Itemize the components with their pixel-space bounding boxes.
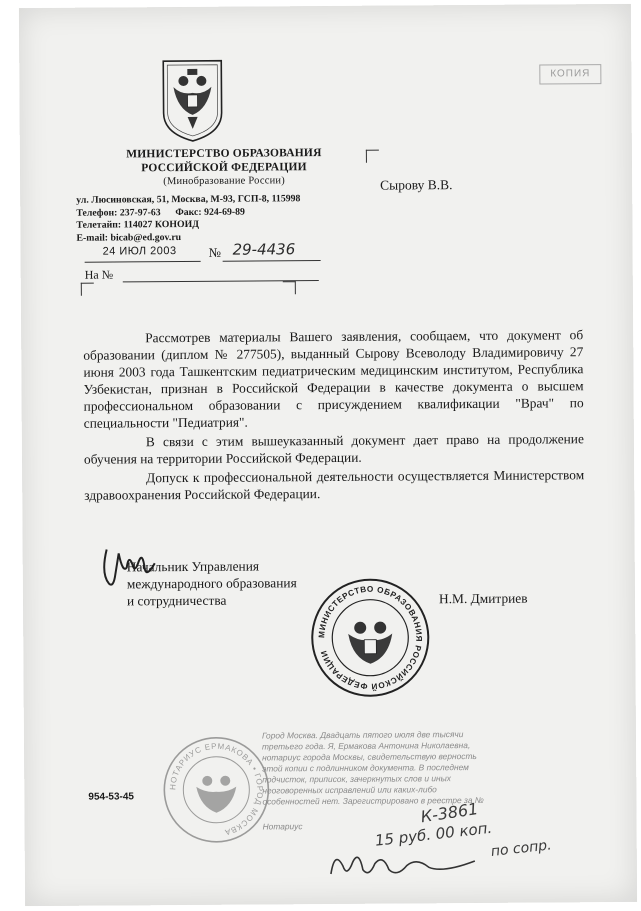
notary-seal-icon: [161, 734, 272, 845]
notary-label: Нотариус: [262, 821, 303, 832]
teletype: Телетайп: 114027 КОНОИД: [76, 219, 200, 231]
notary-signature: [325, 843, 485, 884]
notary-fee: 15 руб. 00 коп.: [374, 818, 494, 850]
ministry-header: [84, 146, 364, 190]
ministry-short-name: (Минобразование России): [163, 175, 285, 188]
coat-of-arms-icon: [159, 57, 226, 143]
notary-certification-text: Город Москва. Двадцать пятого июля две тысячи третьего года. Я, Ермакова Антонина Николаевна, нотариус города Москвы, свидетельствую верность этой копии с подлинником документа. В последнем подчисток, приписок, зачеркнутых слов и иных неоговоренных исправлений или каких-либо особенностей нет. Зарегистрировано в реестре за №: [261, 729, 484, 807]
ministry-seal-icon: [308, 575, 433, 700]
document-page: [19, 4, 637, 906]
subject-corner-left: [81, 283, 94, 296]
signature-block: [127, 557, 297, 609]
number-underline: [223, 260, 321, 262]
signer-title-line3: и сотрудничества: [126, 592, 227, 609]
ministry-name: МИНИСТЕРСТВО ОБРАЗОВАНИЯ РОССИЙСКОЙ ФЕДЕРАЦИИ: [126, 147, 322, 175]
letter-body: [83, 326, 584, 505]
signer-title-line2: международного образования: [126, 575, 297, 592]
paragraph-2: В связи с этим вышеуказанный документ дает право на продолжение обучения на территории Российской Федерации.: [83, 431, 584, 467]
phone-fax: Телефон: 237-97-63 Факс: 924-69-89: [76, 206, 245, 219]
ministry-seal-text: МИНИСТЕРСТВО ОБРАЗОВАНИЯ РОССИЙСКОЙ ФЕДЕРАЦИИ: [317, 584, 424, 691]
registration-date: 24 ИЮЛ 2003: [102, 245, 177, 258]
address-corner-mark: [366, 150, 379, 163]
paragraph-3: Допуск к профессиональной деятельности осуществляется Министерством здравоохранения Российской Федерации.: [84, 467, 585, 503]
paragraph-1: Рассмотрев материалы Вашего заявления, сообщаем, что документ об образовании (диплом № 277505), выданный Сырову Всеволоду Владимировичу 27 июня 2003 года Ташкентским педиатрическим медицинским институтом, Республика Узбекистан, признан в Российской Федерации в качестве документа о высшем профессиональном образовании с присуждением квалификации "Врач" по специальности "Педиатрия".: [83, 327, 584, 431]
subject-corner-right: [283, 281, 296, 294]
notary-note: по сопр.: [490, 837, 553, 861]
date-underline: [85, 261, 201, 263]
number-label: №: [208, 244, 222, 260]
email: E-mail: bicab@ed.gov.ru: [76, 231, 182, 244]
registration-number: 29-4436: [232, 240, 296, 259]
addressee: Сырову В.В.: [380, 177, 453, 193]
signer-name: Н.М. Дмитриев: [438, 590, 528, 607]
reference-label: На №: [84, 267, 114, 282]
contact-details: [76, 193, 376, 245]
copy-stamp: КОПИЯ: [539, 64, 601, 84]
notary-reg-number: К-3861: [419, 799, 480, 827]
registration-line: [84, 240, 305, 286]
notary-id: 954-53-45: [88, 791, 135, 803]
address: ул. Люсиновская, 51, Москва, М-93, ГСП-8, 115998: [76, 193, 301, 206]
notary-seal-text: НОТАРИУС ЕРМАКОВА • ГОРОД МОСКВА: [168, 741, 265, 837]
signer-title-line1: Начальник Управления: [126, 558, 260, 575]
